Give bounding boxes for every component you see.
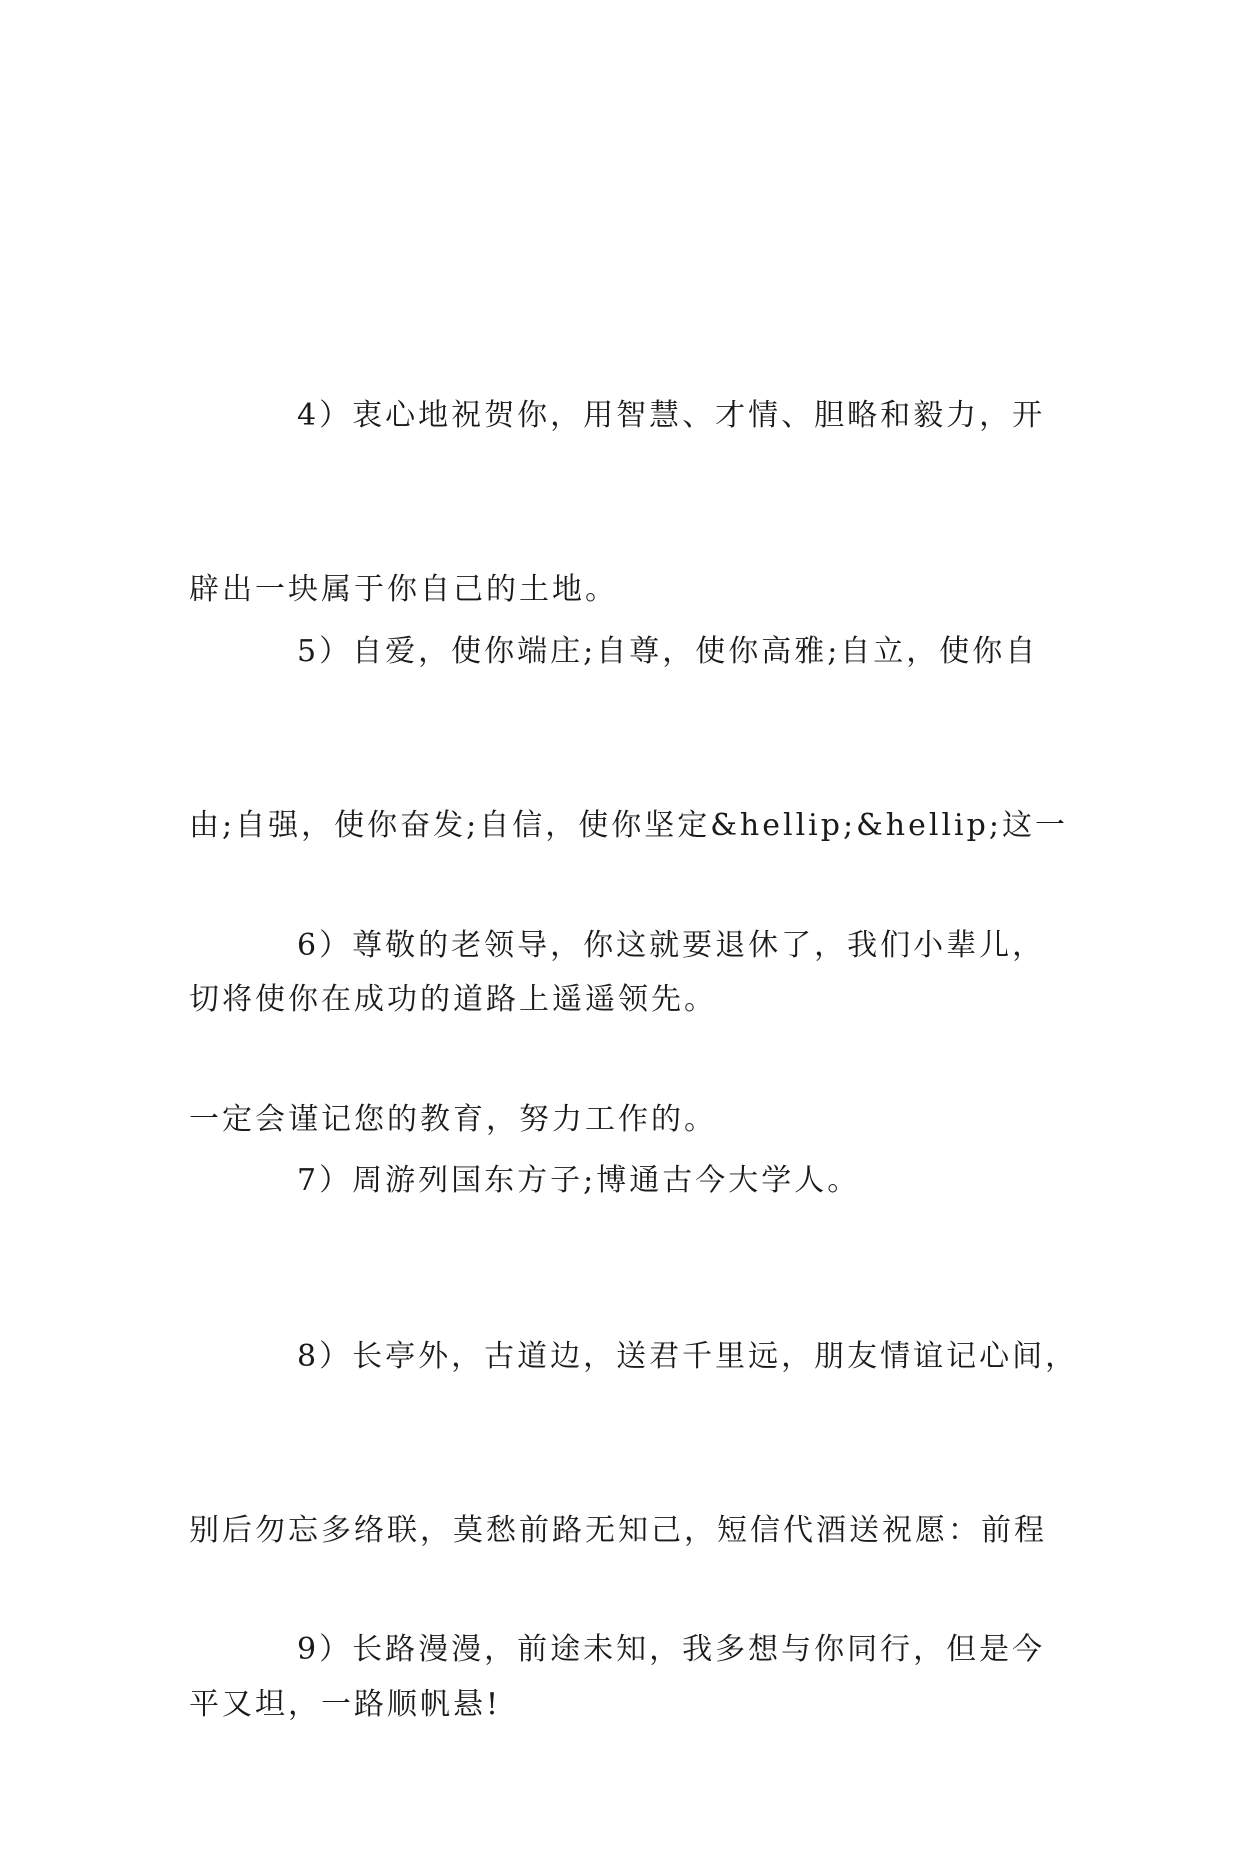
paragraph-line: 8）长亭外，古道边，送君千里远，朋友情谊记心间，: [297, 1339, 1079, 1374]
paragraph-line: 6）尊敬的老领导，你这就要退休了，我们小辈儿，: [297, 928, 1046, 963]
paragraph-line: 由;自强，使你奋发;自信，使你坚定&hellip;&hellip;这一: [189, 808, 1068, 843]
paragraph-line: 4）衷心地祝贺你，用智慧、才情、胆略和毅力，开: [297, 398, 1046, 433]
paragraph-line: 5）自爱，使你端庄;自尊，使你高雅;自立，使你自: [297, 634, 1039, 669]
paragraph-line: 切将使你在成功的道路上遥遥领先。: [189, 982, 717, 1017]
paragraph-line: 别后勿忘多络联，莫愁前路无知己，短信代酒送祝愿：前程: [189, 1513, 1047, 1548]
paragraph-line: 平又坦，一路顺帆悬!: [189, 1687, 502, 1722]
paragraph-line: 一定会谨记您的教育，努力工作的。: [189, 1102, 717, 1137]
paragraph-line: 辟出一块属于你自己的土地。: [189, 572, 618, 607]
paragraph-9: [189, 1505, 1055, 1795]
paragraph-line: 7）周游列国东方子;博通古今大学人。: [297, 1163, 861, 1198]
paragraph-line: 9）长路漫漫，前途未知，我多想与你同行，但是今: [297, 1632, 1046, 1667]
